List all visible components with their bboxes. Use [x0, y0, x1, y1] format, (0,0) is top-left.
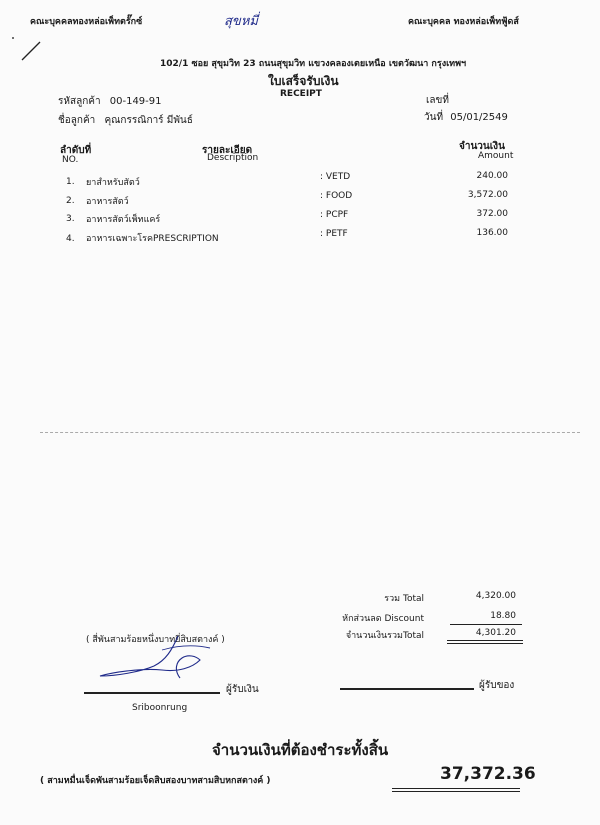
item-no: 3. — [66, 214, 75, 224]
doc-number-label: เลขที่ — [426, 95, 449, 106]
grand-total-amount: 37,372.36 — [440, 764, 536, 784]
total-label: รวม Total — [384, 594, 424, 604]
customer-name-label: ชื่อลูกค้า — [58, 115, 96, 126]
company-name-right: คณะบุคคล ทองหล่อเพ็ทฟู้ดส์ — [408, 17, 519, 27]
receipt-title-thai: ใบเสร็จรับเงิน — [268, 74, 339, 88]
doc-date-value: 05/01/2549 — [450, 112, 508, 123]
item-no: 1. — [66, 177, 75, 187]
total-value: 4,320.00 — [475, 591, 516, 601]
item-code: : FOOD — [320, 191, 353, 201]
col-no-english: NO. — [62, 155, 79, 165]
handwritten-note: สุขหมี่ — [224, 14, 258, 29]
company-address: 102/1 ซอย สุขุมวิท 23 ถนนสุขุมวิท แขวงคลองเตยเหนือ เขตวัฒนา กรุงเทพฯ — [160, 59, 467, 69]
net-total-in-words: ( สี่พันสามร้อยหนึ่งบาทยี่สิบสตางค์ ) — [86, 635, 225, 645]
customer-name-value: คุณกรรณิการ์ มีพันธ์ — [104, 115, 193, 126]
item-no: 2. — [66, 196, 75, 206]
pen-mark — [10, 30, 50, 70]
customer-code — [58, 94, 162, 109]
item-amount: 136.00 — [476, 228, 508, 238]
discount-value: 18.80 — [490, 611, 516, 621]
customer-name — [58, 113, 193, 128]
net-total-label: จำนวนเงินรวมTotal — [345, 631, 424, 641]
item-amount: 372.00 — [476, 209, 508, 219]
col-no-thai: ลำดับที่ — [60, 145, 92, 156]
item-code: : PETF — [320, 229, 348, 239]
item-amount: 240.00 — [476, 171, 508, 181]
grand-total-in-words: ( สามหมื่นเจ็ดพันสามร้อยเจ็ดสิบสองบาทสามสิบหกสตางค์ ) — [40, 776, 271, 786]
scan-artifact-line — [40, 432, 580, 433]
doc-date-label: วันที่ — [424, 112, 444, 123]
col-desc-thai: รายละเอียด — [202, 145, 253, 156]
net-total-value: 4,301.20 — [475, 628, 516, 638]
grand-rule-1 — [392, 788, 520, 789]
net-rule-2 — [447, 643, 523, 644]
item-amount: 3,572.00 — [467, 190, 508, 200]
col-amount-english: Amount — [478, 151, 514, 161]
item-code: : PCPF — [320, 210, 349, 220]
col-desc-english: Description — [207, 153, 259, 163]
item-description: อาหารสัตว์ — [86, 197, 129, 207]
item-no: 4. — [66, 234, 75, 244]
receipt-title-english: RECEIPT — [280, 89, 322, 99]
net-rule-1 — [447, 640, 523, 641]
doc-date — [424, 110, 508, 125]
item-description: ยาสำหรับสัตว์ — [86, 178, 140, 188]
company-name-left: คณะบุคคลทองหล่อเพ็ทตรั๊กซ์ — [30, 17, 143, 27]
item-description: อาหารสัตว์เพ็ทแคร์ — [86, 215, 161, 225]
item-description: อาหารเฉพาะโรคPRESCRIPTION — [86, 234, 219, 244]
item-code: : VETD — [320, 172, 351, 182]
receiver-signature-line — [84, 692, 220, 694]
discount-label: หักส่วนลด Discount — [342, 614, 424, 624]
receiver-name: Sriboonrung — [132, 703, 188, 713]
customer-code-label: รหัสลูกค้า — [58, 96, 101, 107]
payer-signature-line — [340, 688, 474, 690]
grand-total-title: จำนวนเงินที่ต้องชำระทั้งสิ้น — [212, 741, 389, 759]
total-rule-top — [450, 624, 522, 625]
grand-rule-2 — [392, 791, 520, 792]
signature-scribble — [92, 632, 222, 690]
payer-label: ผู้รับของ — [479, 680, 515, 691]
customer-code-value: 00-149-91 — [109, 96, 162, 107]
col-amount-thai: จำนวนเงิน — [459, 141, 505, 152]
receiver-label: ผู้รับเงิน — [226, 684, 259, 695]
